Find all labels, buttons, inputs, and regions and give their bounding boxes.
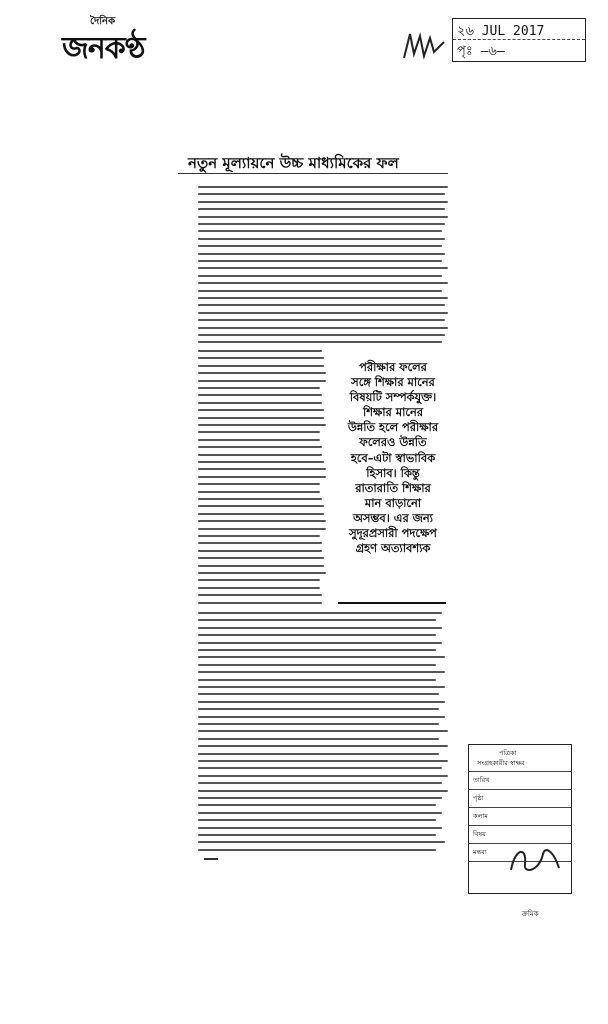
body-text-line [198, 535, 320, 537]
slip-title: পত্রিকা [499, 749, 517, 757]
body-text-line [198, 579, 320, 581]
body-text-line [198, 723, 439, 725]
body-text-line [198, 849, 436, 851]
body-text-line [198, 245, 442, 247]
body-text-line [198, 716, 445, 718]
callout-divider [338, 602, 446, 604]
callout-line: বিষয়টি সম্পর্কযুক্ত। [349, 390, 437, 405]
body-text-line [198, 446, 322, 448]
body-text-line [198, 565, 324, 567]
body-text-line [198, 730, 448, 732]
body-text-line [198, 642, 442, 644]
body-text-line [198, 634, 436, 636]
slip-field: কলাম [473, 812, 488, 820]
body-text-line [198, 627, 442, 629]
callout-line: ফলেরও উন্নতি [359, 435, 427, 450]
slip-subtitle: সংগ্রহকারীর স্বাক্ষর [477, 759, 525, 767]
slip-field: পৃষ্ঠা [473, 794, 484, 802]
body-text-line [198, 491, 320, 493]
body-text-line [198, 409, 324, 411]
body-text-line [198, 186, 448, 188]
body-text-line [198, 387, 320, 389]
slip-row-divider [469, 771, 571, 772]
body-text-line [198, 394, 322, 396]
body-text-line [198, 424, 326, 426]
callout-line: উন্নতি হলে পরীক্ষার [347, 420, 439, 435]
body-text-line [198, 753, 439, 755]
slip-field: বিষয় [473, 830, 486, 838]
body-text-line [198, 513, 324, 515]
body-text-line [198, 594, 322, 596]
body-text-line [198, 656, 445, 658]
callout-line: শিক্ষার মানের [362, 405, 424, 420]
article-headline: নতুন মূল্যায়নে উচ্চ মাধ্যমিকের ফল [188, 154, 399, 172]
body-text-line [198, 745, 448, 747]
body-text-line [198, 587, 320, 589]
article-end-mark [204, 858, 218, 860]
slip-row-divider [469, 825, 571, 826]
slip-field: তারিখ [473, 776, 490, 784]
body-text-line [198, 201, 448, 203]
body-text-line [198, 334, 445, 336]
body-text-line [198, 267, 448, 269]
body-text-line [198, 297, 448, 299]
body-text-line [198, 671, 445, 673]
body-text-line [198, 275, 442, 277]
callout-line: সঙ্গে শিক্ষার মানের [351, 375, 435, 390]
stamp-rule [453, 39, 585, 40]
body-text-line [198, 841, 445, 843]
body-text-line [198, 461, 324, 463]
body-text-line [198, 767, 442, 769]
body-text-line [198, 208, 445, 210]
body-text-line [198, 619, 436, 621]
body-text-line [198, 476, 326, 478]
callout-line: হবে–এটা স্বাভাবিক [350, 450, 436, 465]
slip-corner-label: ক্রমিক [522, 910, 539, 918]
body-text-line [198, 341, 442, 343]
body-text-line [198, 193, 445, 195]
body-text-line [198, 327, 448, 329]
body-text-line [198, 380, 326, 382]
body-text-line [198, 528, 326, 530]
body-text-line [198, 804, 436, 806]
body-text-line [198, 708, 439, 710]
masthead-small-label: দৈনিক [90, 16, 116, 27]
body-text-line [198, 760, 448, 762]
body-text-line [198, 498, 322, 500]
headline-rule [178, 173, 448, 174]
callout-line: গ্রহণ অত্যাবশ্যক [355, 541, 431, 556]
body-text-line [198, 602, 322, 604]
body-text-line [198, 402, 322, 404]
stamp-date: ২৬ JUL 2017 [457, 24, 545, 39]
body-text-line [198, 372, 326, 374]
body-text-line [198, 312, 448, 314]
body-text-line [198, 790, 448, 792]
body-text-line [198, 216, 448, 218]
body-text-line [198, 520, 326, 522]
slip-row-divider [469, 807, 571, 808]
body-text-line [198, 572, 326, 574]
callout-line: অসম্ভব। এর জন্য [353, 510, 433, 525]
body-text-line [198, 819, 436, 821]
callout-line: পরীক্ষার ফলের [359, 360, 427, 374]
signature-mark-icon [400, 28, 450, 64]
body-text-line [198, 505, 324, 507]
body-text-line [198, 417, 324, 419]
article-callout [338, 360, 448, 556]
slip-field: মন্তব্য [473, 848, 487, 856]
body-text-line [198, 350, 322, 352]
body-text-line [198, 253, 445, 255]
body-text-line [198, 290, 442, 292]
body-text-line [198, 686, 445, 688]
slip-row-divider [469, 789, 571, 790]
stamp-page: পৃঃ —৬— [457, 44, 505, 59]
body-text-line [198, 223, 445, 225]
body-text-line [198, 738, 439, 740]
body-text-line [198, 365, 324, 367]
body-text-line [198, 454, 322, 456]
body-text-line [198, 304, 445, 306]
body-text-line [198, 775, 448, 777]
body-text-line [198, 260, 442, 262]
date-stamp [452, 18, 586, 62]
slip-signature-icon [505, 842, 565, 876]
body-text-line [198, 649, 436, 651]
body-text-line [198, 679, 436, 681]
body-text-line [198, 827, 442, 829]
body-text-line [198, 468, 326, 470]
body-text-line [198, 664, 436, 666]
body-text-line [198, 431, 320, 433]
body-text-line [198, 483, 320, 485]
body-text-line [198, 557, 324, 559]
body-text-line [198, 612, 442, 614]
body-text-line [198, 701, 445, 703]
callout-line: রাতারাতি শিক্ষার [355, 480, 431, 495]
body-text-line [198, 550, 322, 552]
body-text-line [198, 230, 442, 232]
body-text-line [198, 782, 442, 784]
body-text-line [198, 812, 442, 814]
body-text-line [198, 439, 320, 441]
body-text-line [198, 693, 439, 695]
body-text-line [198, 542, 322, 544]
newspaper-masthead: জনকণ্ঠ [62, 31, 145, 66]
callout-line: হিসাব। কিন্তু [366, 465, 420, 480]
callout-line: সুদূরপ্রসারী পদক্ষেপ [349, 526, 437, 541]
body-text-line [198, 319, 445, 321]
body-text-line [198, 357, 324, 359]
callout-line: মান বাড়ানো [364, 495, 422, 510]
body-text-line [198, 238, 445, 240]
body-text-line [198, 282, 448, 284]
body-text-line [198, 834, 436, 836]
body-text-line [198, 797, 442, 799]
